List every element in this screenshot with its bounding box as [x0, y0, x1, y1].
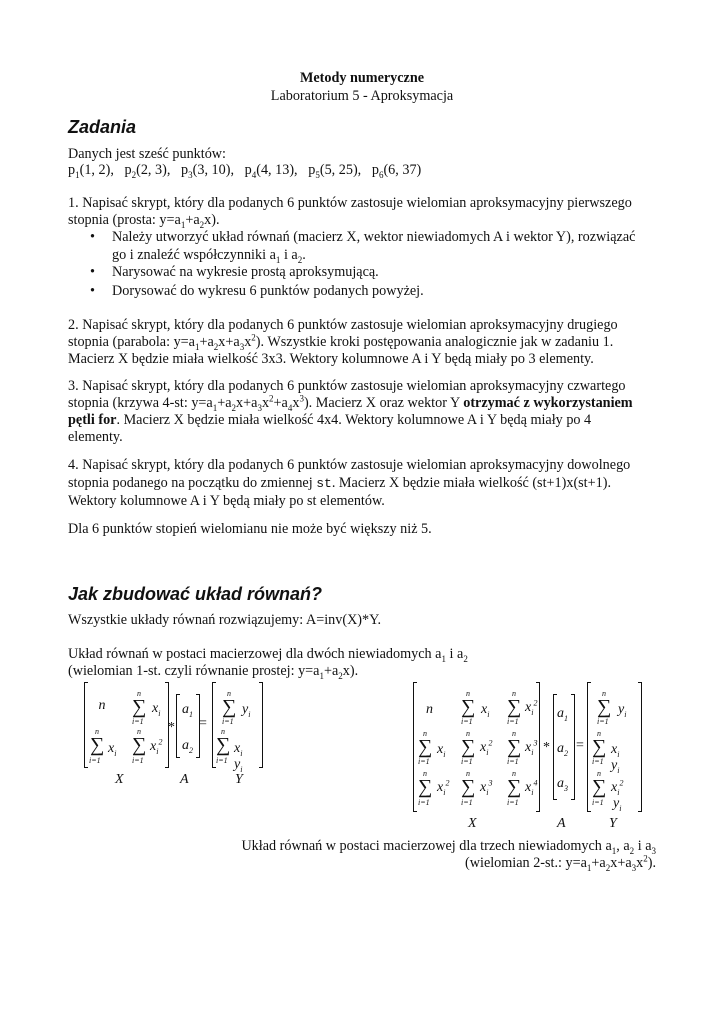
intro-text: Danych jest sześć punktów:: [68, 146, 226, 162]
task1-bullet-1: • Należy utworzyć układ równań (macierz X, wektor niewiadomych A i wektor Y), rozwiązać: [112, 228, 635, 246]
matrix2-intro: Układ równań w postaci macierzowej dla dwóch niewiadomych $a_1$ i $a_2$: [68, 646, 468, 664]
task3-line3: pętli for. Macierz X będzie miała wielkość 4x4. Wektory kolumnowe A i Y będą miały po 4: [68, 412, 592, 428]
task4-line1: 4. Napisać skrypt, który dla podanych 6 punktów zastosuje wielomian aproksymacyjny dowolnego: [68, 457, 631, 473]
task1-line1: 1. Napisać skrypt, który dla podanych 6 punktów zastosuje wielomian aproksymacyjny pierwszego: [68, 195, 632, 211]
degree-note: Dla 6 punktów stopień wielomianu nie może być większy niż 5.: [68, 521, 432, 537]
task3-line1: 3. Napisać skrypt, który dla podanych 6 punktów zastosuje wielomian aproksymacyjny czwartego: [68, 378, 626, 394]
document-page: Metody numeryczne Laboratorium 5 - Aproksymacja Zadania Danych jest sześć punktów: $p_1(1$, 2), $p_2(2$, 3), $p_3(3$, 10), $p_4(4$, 13), $p_5(5$, 25), $p_6(6$, 37) 1. Napisać skrypt, który dla podanych 6 punktów zastosuje wielomian aproksymacyjny pierwszego stopnia (prosta: $y=a_1+a_2x$). • Należy utworzyć układ równań (macierz X, wektor niewiadomych A i wektor Y), rozwiązać go i znaleźć współczynniki $a_1$ i $a_2$. • Narysować na wykresie prostą aproksymującą. • Dorysować do wykresu 6 punktów podanych powyżej. 2. Napisać skrypt, który dla podanych 6 punktów zastosuje wielomian aproksymacyjny drugiego stopnia (parabola: $y=a_1+a_2x+a_3x^2$). Wszystkie kroki postępowania analogicznie jak w zadaniu 1. Macierz X będzie miała wielkość 3x3. Wektory kolumnowe A i Y będą miały po 3 elementy. 3. Napisać skrypt, który dla podanych 6 punktów zastosuje wielomian aproksymacyjny czwartego stopnia (krzywa 4-st: $y=a_1+a_2x+a_3x^2+a_4x^3$). Macierz X oraz wektor Y otrzymać z wykorzystaniem pętli for. Macierz X będzie miała wielkość 4x4. Wektory kolumnowe A i Y będą miały po 4 elementy. 4. Napisać skrypt, który dla podanych 6 punktów zastosuje wielomian aproksymacyjny dowolnego stopnia podanego na początku do zmiennej st. Macierz X będzie miała wielkość (st+1)x(st+1). Wektory kolumnowe A i Y będą miały po st elementów. Dla 6 punktów stopień wielomianu nie może być większy niż 5. Jak zbudować układ równań? Wszystkie układy równań rozwiązujemy: A=inv(X)*Y. Układ równań w postaci macierzowej dla dwóch niewiadomych $a_1$ i $a_2$ (wielomian 1-st. czyli równanie prostej: $y=a_1+a_2x$). n n ∑ i=1 $x_i$ n ∑ i=1 $x_i$ n ∑ i=1 $x_i^2$ * $a_1$ $a_2$ = n ∑ i=1 $y_i$ n ∑ i=1 $x_i$ $y_i$ X A Y n n ∑ i=1 $x_i$ n ∑ i=1 $x_i^2$ n ∑ i=1 $x_i$ n ∑ i=1 $x_i^2$ n ∑ i=1 $x_i^3$ n ∑ i=1 $x_i^2$ n ∑ i=1 $x_i^3$ n ∑ i=1 $x_i^4$ * $a_1$ $a_2$ $a_3$ = n ∑ i=1 $y_i$ n ∑ i=1 $x_i$ $y_i$ n ∑ i=1 $x_i^2$ $y_i$ X A Y Układ równań w postaci macierzowej dla trzech niewiadomych $a_1$, $a_2$ i $a_3$ (wielomian 2-st.: $y=a_1+a_2x+a_3x^2$).: [0, 0, 724, 1024]
matrix2-intro-2: (wielomian 1-st. czyli równanie prostej: $y=a_1+a_2x$).: [68, 663, 359, 681]
task2-line3: Macierz X będzie miała wielkość 3x3. Wektory kolumnowe A i Y będą miały po 3 elementy.: [68, 351, 594, 367]
task2-line1: 2. Napisać skrypt, który dla podanych 6 punktów zastosuje wielomian aproksymacyjny drugiego: [68, 317, 618, 333]
section-heading-zadania: Zadania: [68, 117, 137, 137]
section-heading-uklad: Jak zbudować układ równań?: [68, 584, 323, 604]
document-subtitle: Laboratorium 5 - Aproksymacja: [270, 88, 454, 104]
task3-line2: stopnia (krzywa 4-st: $y=a_1+a_2x+a_3x^2+a_4x^3$). Macierz X oraz wektor Y otrzymać z wykorzystaniem: [68, 393, 633, 413]
task1-bullet-1-cont: go i znaleźć współczynniki $a_1$ i $a_2$.: [112, 247, 306, 265]
task4-line2: stopnia podanego na początku do zmiennej st. Macierz X będzie miała wielkość (st+1)x(st+1).: [68, 475, 611, 491]
points-list: $p_1(1$, 2), $p_2(2$, 3), $p_3(3$, 10), $p_4(4$, 13), $p_5(5$, 25), $p_6(6$, 37): [68, 162, 422, 180]
solve-formula: Wszystkie układy równań rozwiązujemy: A=inv(X)*Y.: [68, 612, 382, 628]
task1-bullet-3: • Dorysować do wykresu 6 punktów podanych powyżej.: [112, 282, 424, 300]
document-title: Metody numeryczne: [299, 70, 425, 86]
matrix3-caption-1: Układ równań w postaci macierzowej dla trzech niewiadomych $a_1$, $a_2$ i $a_3$: [241, 838, 656, 856]
task1-line2: stopnia (prosta: $y=a_1+a_2x$).: [68, 212, 220, 230]
task1-bullet-2: • Narysować na wykresie prostą aproksymującą.: [112, 263, 379, 281]
matrix3-caption-2: (wielomian 2-st.: $y=a_1+a_2x+a_3x^2$).: [465, 853, 656, 873]
task2-line2: stopnia (parabola: $y=a_1+a_2x+a_3x^2$). Wszystkie kroki postępowania analogicznie jak w zadaniu 1.: [68, 332, 614, 352]
task3-line4: elementy.: [68, 429, 123, 445]
task4-line3: Wektory kolumnowe A i Y będą miały po st elementów.: [68, 493, 385, 509]
